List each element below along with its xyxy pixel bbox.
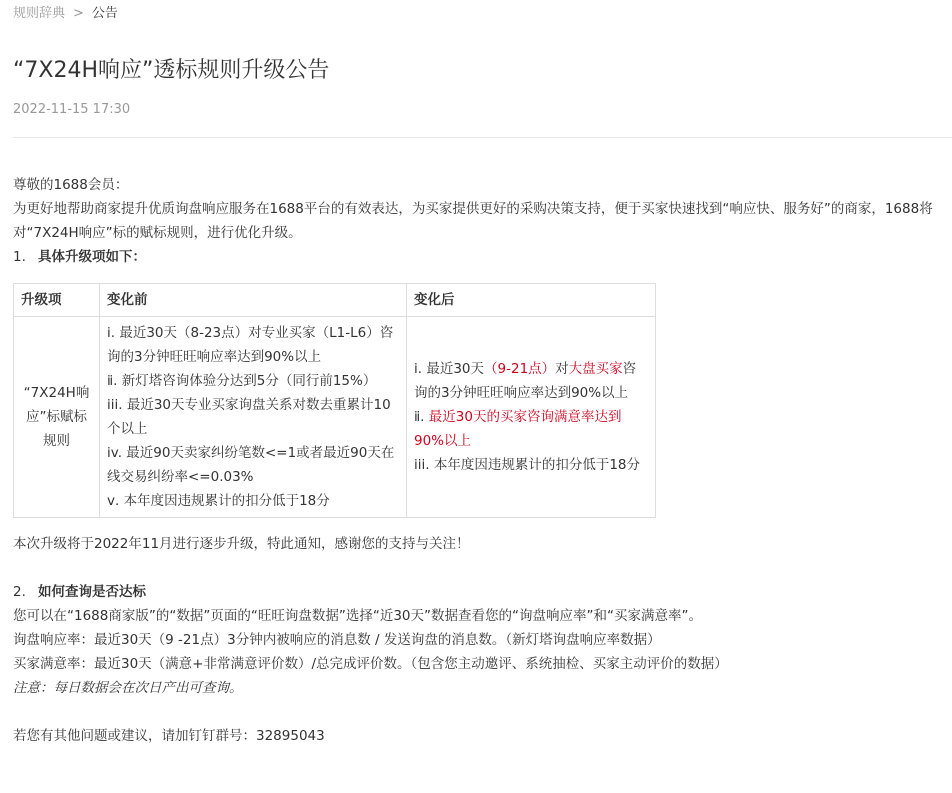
before-rule-5: ⅴ. 本年度因违规累计的扣分低于18分 [107,493,330,509]
breadcrumb-separator: > [73,6,84,21]
section-2-line-3: 买家满意率：最近30天（满意+非常满意评价数）/总完成评价数。（包含您主动邀评、系统抽检、买家主动评价的数据） [13,656,728,672]
after-rule-2-highlight: 最近30天的买家咨询满意率达到90%以上 [414,409,622,449]
upgrade-item-cell: “7X24H响应”标赋标规则 [14,317,100,518]
spacer [13,556,947,580]
after-rule-1-suffix: 咨询的3分钟旺旺响应率达到90%以上 [414,361,637,401]
publish-time: 2022-11-15 17:30 [13,102,131,117]
before-rule-4: iv. 最近90天卖家纠纷笔数<=1或者最近90天在线交易纠纷率<=0.03% [107,445,395,485]
data-note: 注意：每日数据会在次日产出可查询。 [13,680,243,696]
section-2-line-1: 您可以在“1688商家版”的“数据”页面的“旺旺询盘数据”选择“近30天”数据查看您的“询盘响应率”和“买家满意率”。 [13,608,702,624]
table-row [14,317,656,518]
section-2-number: 2. [13,584,26,600]
breadcrumb-current: 公告 [91,6,118,21]
after-rule-3: iii. 本年度因违规累计的扣分低于18分 [414,457,641,473]
spacer [13,700,947,724]
contact-info: 若您有其他问题或建议，请加钉钉群号：32895043 [13,728,325,744]
section-1-number: 1. [13,249,26,265]
rules-table [13,283,656,518]
before-cell [100,317,407,518]
before-rule-1: ⅰ. 最近30天（8-23点）对专业买家（L1-L6）咨询的3分钟旺旺响应率达到90%以上 [107,325,394,365]
page-title: “7X24H响应”透标规则升级公告 [13,58,330,83]
after-rule-1-buyer: 大盘买家 [568,361,623,377]
after-rule-2-prefix: ⅱ. [414,409,429,425]
header-item: 升级项 [14,284,100,317]
breadcrumb [13,6,118,22]
after-rule-1-hours: （9-21点） [484,361,556,377]
after-rule-1-prefix: ⅰ. 最近30天 [414,361,485,377]
upgrade-notice: 本次升级将于2022年11月进行逐步升级，特此通知，感谢您的支持与关注！ [13,536,470,552]
after-rule-1 [414,357,648,405]
section-1-title: 具体升级项如下： [38,249,146,265]
title-divider [13,137,952,138]
header-after: 变化后 [407,284,656,317]
after-rule-1-mid: 对 [555,361,569,377]
greeting: 尊敬的1688会员： [13,177,129,193]
section-1-heading [13,245,947,269]
before-rule-3: iii. 最近30天专业买家询盘关系对数去重累计10个以上 [107,397,391,437]
section-2-line-2: 询盘响应率：最近30天（9 -21点）3分钟内被响应的消息数 / 发送询盘的消息数。（新灯塔询盘响应率数据） [13,632,661,648]
section-2-heading [13,580,947,604]
section-2-title: 如何查询是否达标 [38,584,146,600]
rules-table-header-row [14,284,656,317]
breadcrumb-root-link[interactable]: 规则辞典 [13,6,66,21]
after-cell [407,317,656,518]
announcement-body [13,173,947,748]
header-before: 变化前 [100,284,407,317]
after-rule-2 [414,405,648,453]
intro-paragraph: 为更好地帮助商家提升优质询盘响应服务在1688平台的有效表达，为买家提供更好的采购决策支持，便于买家快速找到“响应快、服务好”的商家，1688将对“7X24H响应”标的赋标规则，进行优化升级。 [13,201,933,241]
before-rule-2: ⅱ. 新灯塔咨询体验分达到5分（同行前15%） [107,373,377,389]
